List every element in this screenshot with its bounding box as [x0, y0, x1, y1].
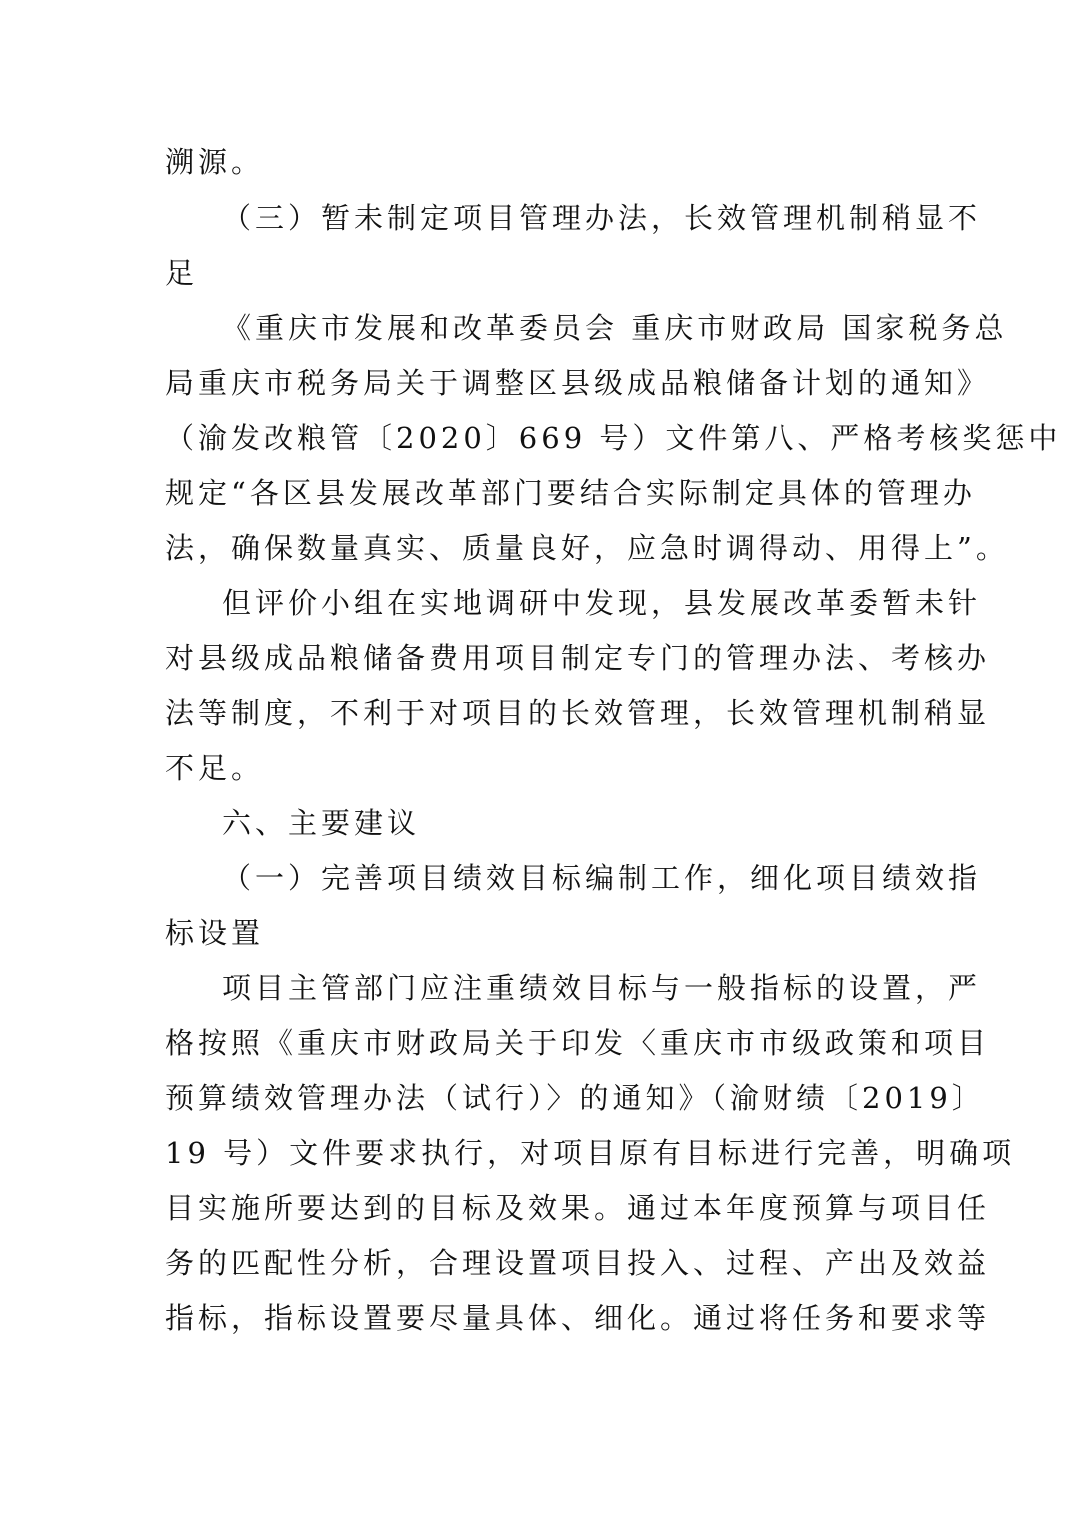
body-text-line: 但评价小组在实地调研中发现，县发展改革委暂未针: [222, 586, 982, 620]
subheading-line: 标设置: [165, 916, 265, 950]
body-text-line: 溯源。: [165, 145, 265, 179]
body-text-line: 指标，指标设置要尽量具体、细化。通过将任务和要求等: [165, 1301, 991, 1335]
body-text-line: 《重庆市发展和改革委员会 重庆市财政局 国家税务总: [222, 311, 1008, 345]
body-text-line: 务的匹配性分析，合理设置项目投入、过程、产出及效益: [165, 1246, 991, 1280]
body-text-line: 不足。: [165, 751, 265, 785]
body-text-line: 法，确保数量真实、质量良好，应急时调得动、用得上”。: [165, 531, 1009, 565]
body-text-line: 目实施所要达到的目标及效果。通过本年度预算与项目任: [165, 1191, 991, 1225]
body-text-line: 局重庆市税务局关于调整区县级成品粮储备计划的通知》: [165, 366, 991, 400]
section-heading: 六、主要建议: [222, 806, 421, 840]
body-text-line: （渝发改粮管〔2020〕669 号）文件第八、严格考核奖惩中: [165, 421, 1062, 455]
subheading-line: （一）完善项目绩效目标编制工作，细化项目绩效指: [222, 861, 982, 895]
body-text-line: 法等制度，不利于对项目的长效管理，长效管理机制稍显: [165, 696, 991, 730]
subheading-line: （三）暂未制定项目管理办法，长效管理机制稍显不: [222, 201, 982, 235]
subheading-line: 足: [165, 256, 199, 290]
body-text-line: 项目主管部门应注重绩效目标与一般指标的设置，严: [222, 971, 982, 1005]
body-text-line: 对县级成品粮储备费用项目制定专门的管理办法、考核办: [165, 641, 991, 675]
body-text-line: 预算绩效管理办法（试行）〉的通知》（渝财绩〔2019〕: [165, 1081, 985, 1115]
body-text-line: 19 号）文件要求执行，对项目原有目标进行完善，明确项: [165, 1136, 1016, 1170]
body-text-line: 格按照《重庆市财政局关于印发〈重庆市市级政策和项目: [165, 1026, 991, 1060]
body-text-line: 规定“各区县发展改革部门要结合实际制定具体的管理办: [165, 476, 976, 510]
